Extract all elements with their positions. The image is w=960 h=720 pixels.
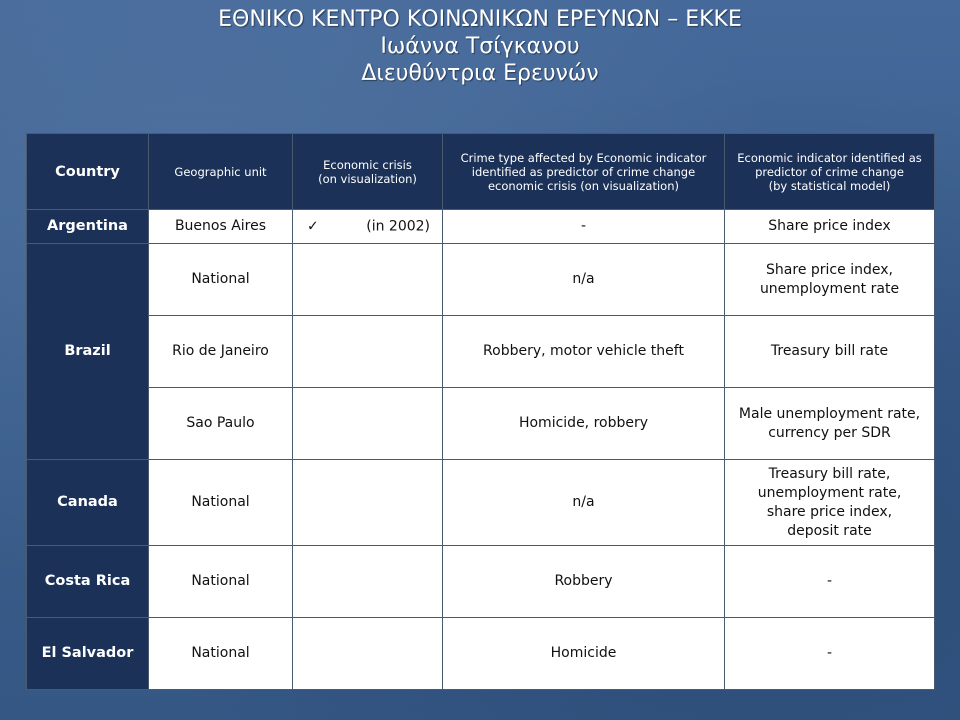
crisis-cell <box>293 618 443 690</box>
table-row-argentina <box>27 210 935 244</box>
geo-cell: National <box>149 460 293 546</box>
crime-cell: Homicide <box>443 618 725 690</box>
crisis-cell <box>293 546 443 618</box>
geo-cell: Buenos Aires <box>149 210 293 244</box>
indicator-cell: - <box>725 546 935 618</box>
geo-cell: Rio de Janeiro <box>149 316 293 388</box>
crisis-cell <box>293 244 443 316</box>
table-row-brazil-rio <box>27 316 935 388</box>
crime-economy-table <box>26 133 935 690</box>
geo-cell: National <box>149 546 293 618</box>
author-name: Ιωάννα Τσίγκανου <box>380 34 580 59</box>
indicator-cell: - <box>725 618 935 690</box>
crisis-cell <box>293 460 443 546</box>
crisis-cell <box>293 316 443 388</box>
crisis-cell <box>293 210 443 244</box>
author-role: Διευθύντρια Ερευνών <box>361 61 599 86</box>
table-row-el-salvador <box>27 618 935 690</box>
geo-cell: National <box>149 244 293 316</box>
header-economic-indicator: Economic indicator identified as predictor of crime change (by statistical model) <box>725 134 935 210</box>
crime-cell: - <box>443 210 725 244</box>
country-cell: Costa Rica <box>27 546 149 618</box>
crisis-cell <box>293 388 443 460</box>
crime-cell: n/a <box>443 460 725 546</box>
geo-cell: National <box>149 618 293 690</box>
country-cell: Brazil <box>27 244 149 460</box>
header-country: Country <box>27 134 149 210</box>
country-cell: Argentina <box>27 210 149 244</box>
header-geographic-unit: Geographic unit <box>149 134 293 210</box>
institute-name: ΕΘΝΙΚΟ ΚΕΝΤΡΟ ΚΟΙΝΩΝΙΚΩΝ ΕΡΕΥΝΩΝ – ΕΚΚΕ <box>218 7 742 32</box>
crime-cell: Robbery <box>443 546 725 618</box>
table-row-canada <box>27 460 935 546</box>
indicator-cell: Treasury bill rate <box>725 316 935 388</box>
geo-cell: Sao Paulo <box>149 388 293 460</box>
crime-cell: n/a <box>443 244 725 316</box>
indicator-cell: Treasury bill rate, unemployment rate, share price index, deposit rate <box>725 460 935 546</box>
table-row-costa-rica <box>27 546 935 618</box>
country-cell: El Salvador <box>27 618 149 690</box>
crime-cell: Homicide, robbery <box>443 388 725 460</box>
table-row-brazil-sao-paulo <box>27 388 935 460</box>
table-header-row <box>27 134 935 210</box>
table-row-brazil-national <box>27 244 935 316</box>
header-crime-type: Crime type affected by Economic indicator identified as predictor of crime change economic crisis (on visualization) <box>443 134 725 210</box>
checkmark-icon: ✓ <box>307 218 319 234</box>
indicator-cell: Share price index, unemployment rate <box>725 244 935 316</box>
indicator-cell: Share price index <box>725 210 935 244</box>
header-economic-crisis: Economic crisis (on visualization) <box>293 134 443 210</box>
crime-cell: Robbery, motor vehicle theft <box>443 316 725 388</box>
crisis-year: (in 2002) <box>366 218 430 234</box>
indicator-cell: Male unemployment rate, currency per SDR <box>725 388 935 460</box>
country-cell: Canada <box>27 460 149 546</box>
slide-title <box>0 6 960 87</box>
